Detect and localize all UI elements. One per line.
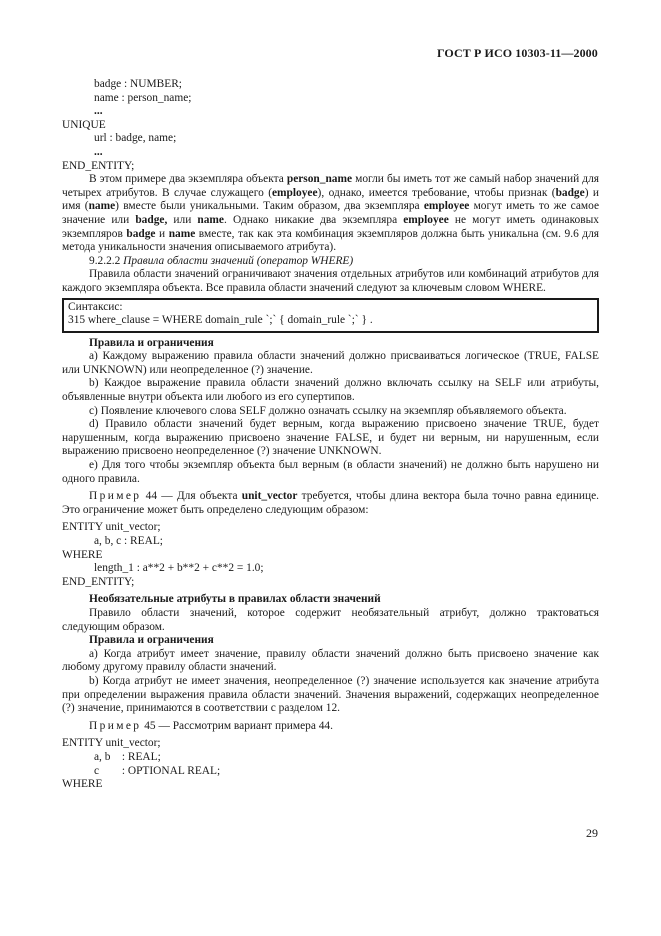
syntax-rule: 315 where_clause = WHERE domain_rule `;` { domain_rule `;` } .	[68, 314, 373, 327]
section-heading: 9.2.2.2 Правила области значений (оператор WHERE)	[89, 254, 354, 267]
rule-item: d) Правило области значений будет верным, когда выражению присвоено значение TRUE, будет нарушенным, когда выражению присвоено значение FALSE, и будет ни верным, ни нарушенным, если выражению присвоено неопределенное (?) значение UNKNOWN.	[62, 418, 599, 458]
rule-item: a) Когда атрибут имеет значение, правилу области значений должно быть присвоено значение как любому другому правилу области значений.	[62, 647, 599, 674]
paragraph-domain-rules: Правила области значений ограничивают значения отдельных атрибутов или комбинаций атрибутов для каждого экземпляра объекта. Все правила области значений следуют за ключевым словом WHERE.	[62, 268, 599, 294]
code-line: UNIQUE	[62, 118, 106, 131]
rule-item: b) Когда атрибут не имеет значения, неопределенное (?) значение используется как значение атрибута при определении выражения правила области значений. Значения выражений, содержащих неопределенное (?) значение, принимаются в соответствии с разделом 12.	[62, 674, 599, 715]
code-line: a, b : REAL;	[94, 750, 161, 763]
code-line: length_1 : a**2 + b**2 + c**2 = 1.0;	[94, 562, 264, 575]
example-45: Пример 45 — Рассмотрим вариант примера 44.	[89, 719, 333, 732]
code-line: END_ENTITY;	[62, 159, 135, 172]
code-block-1	[62, 78, 599, 173]
code-block-2	[62, 521, 599, 589]
code-line: name : person_name;	[94, 91, 192, 104]
example-44: Пример 44 — Для объекта unit_vector требуется, чтобы длина вектора была точно равна единице. Это ограничение может быть определено следующим образом:	[62, 490, 600, 516]
optional-heading: Необязательные атрибуты в правилах области значений	[89, 593, 381, 606]
rule-item: a) Каждому выражению правила области значений должно присваиваться логическое (TRUE, FALSE или UNKNOWN) или неопределенное (?) значение.	[62, 350, 599, 376]
document-id-header: ГОСТ Р ИСО 10303-11—2000	[437, 46, 598, 60]
page-body	[62, 78, 599, 792]
page-number: 29	[586, 826, 598, 840]
paragraph-example-explanation: В этом примере два экземпляра объекта person_name могли бы иметь тот же самый набор значений для четырех атрибутов. В случае служащего (employee), однако, имеется требование, чтобы признак (badge) и имя (name) вместе были уникальными. Таким образом, два экземпляра employee могут иметь то же самое значение или badge, или name. Однако никакие два экземпляра employee не могут иметь одинаковых экземпляров badge и name вместе, так как эта комбинация экземпляров должна быть уникальна (см. 9.6 для метода уникальности значения описываемого атрибута).	[62, 173, 600, 254]
rules-heading-2: Правила и ограничения	[89, 634, 214, 647]
code-ellipsis: ...	[94, 105, 103, 118]
code-line: badge : NUMBER;	[94, 78, 182, 90]
code-line: a, b, c : REAL;	[94, 535, 163, 547]
rule-item: c) Появление ключевого слова SELF должно означать ссылку на экземпляр объявляемого объекта.	[89, 404, 567, 417]
paragraph-optional: Правило области значений, которое содержит необязательный атрибут, должно трактоваться следующим образом.	[62, 606, 599, 633]
rules-heading: Правила и ограничения	[89, 336, 214, 349]
code-line: ENTITY unit_vector;	[62, 737, 161, 750]
code-line: c : OPTIONAL REAL;	[94, 764, 221, 777]
rule-item: e) Для того чтобы экземпляр объекта был верным (в области значений) не должно быть нарушено ни одного правила.	[62, 459, 599, 485]
code-line: END_ENTITY;	[62, 575, 135, 588]
code-line: WHERE	[62, 778, 103, 791]
code-block-3	[62, 737, 599, 791]
code-line: WHERE	[62, 548, 103, 561]
syntax-label: Синтаксис:	[68, 300, 123, 313]
syntax-box	[62, 298, 599, 333]
code-line: ENTITY unit_vector;	[62, 521, 161, 534]
code-ellipsis: ...	[94, 145, 103, 158]
rule-item: b) Каждое выражение правила области значений должно включать ссылку на SELF или атрибуты, объявленные внутри объекта или любого из его супертипов.	[62, 377, 599, 404]
code-line: url : badge, name;	[94, 132, 177, 145]
